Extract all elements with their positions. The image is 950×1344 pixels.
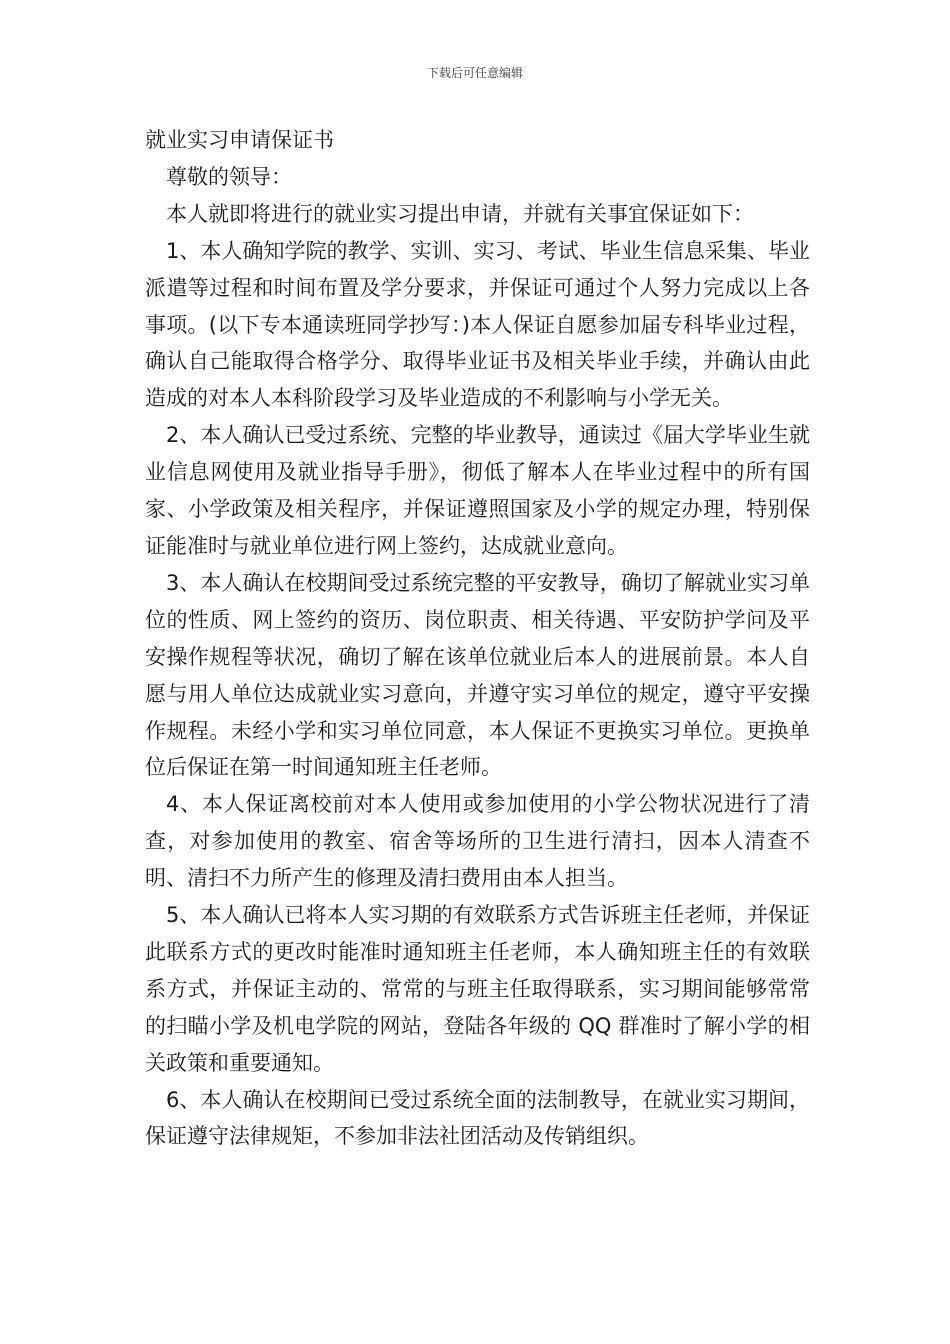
clause-2: 2、本人确认已受过系统、完整的毕业教导，通读过《届大学毕业生就业信息网使用及就业指导手册》，彻低了解本人在毕业过程中的所有国家、小学政策及相关程序，并保证遵照国家及小学的规定办理，特别保证能准时与就业单位进行网上签约，达成就业意向。 [145, 423, 810, 558]
clause-5: 5、本人确认已将本人实习期的有效联系方式告诉班主任老师，并保证此联系方式的更改时能准时通知班主任老师，本人确知班主任的有效联系方式，并保证主动的、常常的与班主任取得联系，实习期间能够常常的扫瞄小学及机电学院的网站，登陆各年级的 QQ 群准时了解小学的相关政策和重要通知。 [145, 903, 810, 1075]
clause-3: 3、本人确认在校期间受过系统完整的平安教导，确切了解就业实习单位的性质、网上签约的资历、岗位职责、相关待遇、平安防护学问及平安操作规程等状况，确切了解在该单位就业后本人的进展前景。本人自愿与用人单位达成就业实习意向，并遵守实习单位的规定，遵守平安操作规程。未经小学和实习单位同意，本人保证不更换实习单位。更换单位后保证在第一时间通知班主任老师。 [145, 570, 810, 780]
document-title: 就业实习申请保证书 [145, 128, 334, 152]
document-body [145, 122, 810, 1155]
clause-6: 6、本人确认在校期间已受过系统全面的法制教导，在就业实习期间，保证遵守法律规矩，不参加非法社团活动及传销组织。 [145, 1087, 810, 1149]
clause-4: 4、本人保证离校前对本人使用或参加使用的小学公物状况进行了清查，对参加使用的教室、宿舍等场所的卫生进行清扫，因本人清查不明、清扫不力所产生的修理及清扫费用由本人担当。 [145, 792, 810, 891]
salutation: 尊敬的领导： [166, 164, 292, 189]
header-note: 下载后可任意编辑 [426, 66, 523, 80]
clause-1: 1、本人确知学院的教学、实训、实习、考试、毕业生信息采集、毕业派遣等过程和时间布置及学分要求，并保证可通过个人努力完成以上各事项。(以下专本通读班同学抄写：)本人保证自愿参加届专科毕业过程，确认自己能取得合格学分、取得毕业证书及相关毕业手续，并确认由此造成的对本人本科阶段学习及毕业造成的不利影响与小学无关。 [145, 238, 810, 411]
intro-paragraph: 本人就即将进行的就业实习提出申请，并就有关事宜保证如下： [166, 201, 754, 226]
